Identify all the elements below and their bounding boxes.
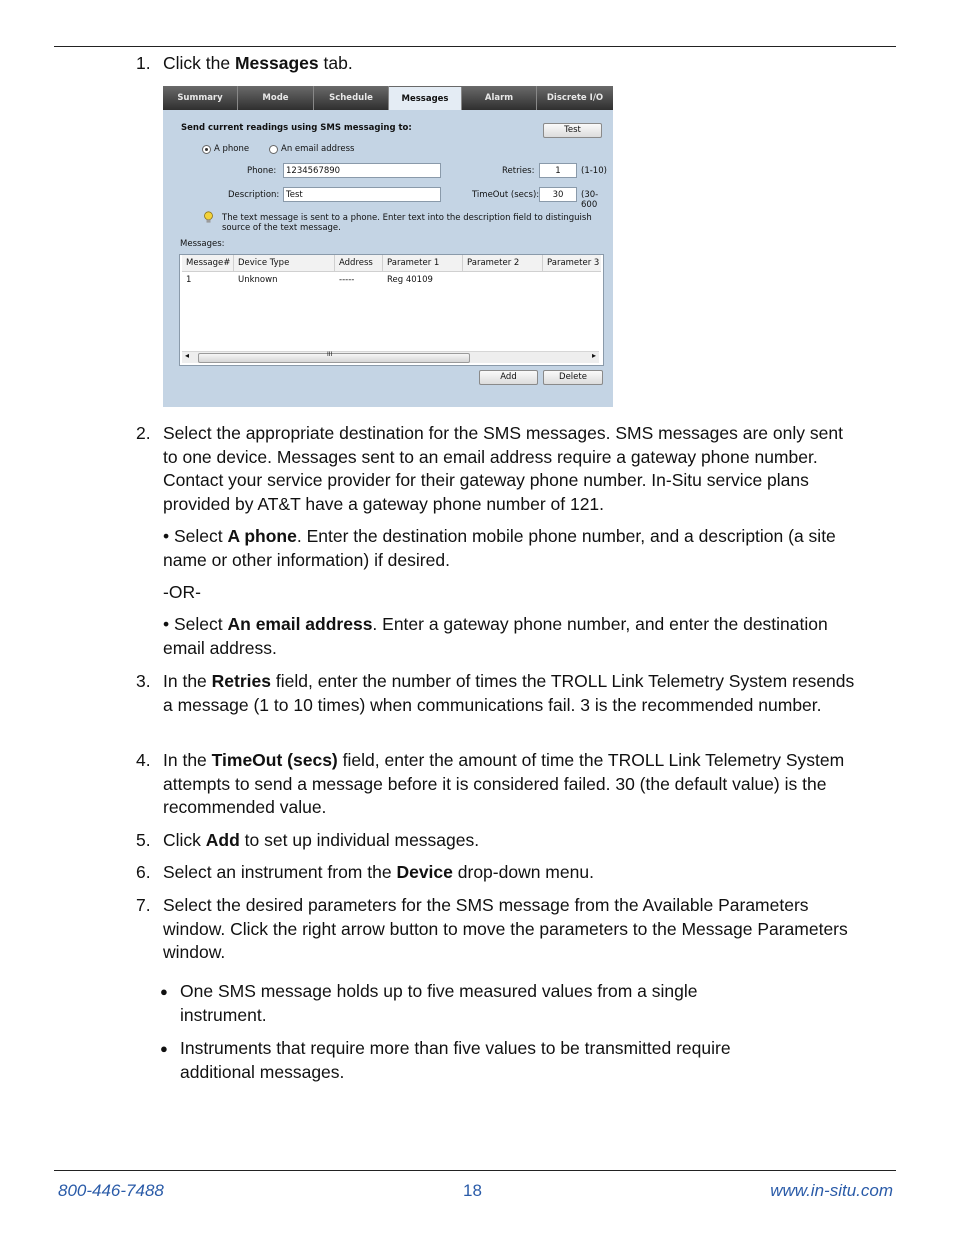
step-number: 1.: [136, 53, 151, 73]
tab-schedule[interactable]: Schedule: [314, 86, 389, 110]
cell-address[interactable]: -----: [339, 275, 355, 285]
option-phone: [163, 525, 863, 572]
retries-range: (1-10): [581, 166, 607, 176]
step-number: 6.: [136, 862, 151, 882]
bullet-dot-icon: ●: [160, 984, 168, 999]
footer-rule: [54, 1170, 896, 1171]
or-separator: -OR-: [163, 582, 201, 602]
add-button[interactable]: Add: [479, 370, 538, 385]
description-label: Description:: [228, 190, 280, 200]
step-text: field, enter the number of times the TROLL Link Telemetry System resends a message (1 to 10 times) when communications fail. 3 is the recommended number.: [163, 671, 855, 715]
cell-parameter-1[interactable]: Reg 40109: [387, 275, 433, 285]
step-text: Select an instrument from the: [163, 862, 397, 882]
step-number: 3.: [136, 671, 151, 691]
lightbulb-icon: [203, 211, 214, 224]
tab-messages[interactable]: Messages: [389, 87, 462, 110]
bullet-text: One SMS message holds up to five measured values from a single instrument.: [180, 981, 698, 1025]
sms-heading: Send current readings using SMS messaging to:: [181, 123, 412, 133]
scroll-right-icon[interactable]: ▸: [591, 351, 596, 360]
para-text: • Select: [163, 526, 228, 546]
tab-discrete-io[interactable]: Discrete I/O: [546, 93, 604, 103]
step-text: In the: [163, 750, 212, 770]
col-header[interactable]: Parameter 3: [543, 255, 601, 272]
step-bold: Messages: [234, 53, 319, 73]
timeout-label: TimeOut (secs):: [472, 190, 540, 200]
footer-url[interactable]: www.in-situ.com: [770, 1181, 893, 1200]
radio-phone-label: A phone: [214, 144, 250, 154]
header-rule: [54, 46, 896, 47]
radio-email[interactable]: [269, 145, 278, 154]
retries-input[interactable]: 1: [539, 163, 577, 178]
para-bold: A phone: [227, 526, 297, 546]
col-header[interactable]: Message#: [182, 255, 234, 272]
step-text: In the: [163, 671, 212, 691]
step-text: Click the: [163, 53, 235, 73]
step-bold: Device: [396, 862, 453, 882]
step-text: field, enter the amount of time the TROLL Link Telemetry System attempts to send a message before it is considered failed. 30 (the default value) is the recommended value.: [163, 750, 845, 817]
bullet-text: Instruments that require more than five values to be transmitted require additional messages.: [180, 1038, 731, 1082]
cell-device-type[interactable]: Unknown: [238, 275, 278, 285]
step-text: Select the appropriate destination for the SMS messages. SMS messages are only sent to one device. Messages sent to an email address require a gateway phone number. Contact your service provider for their gateway phone number. In-Situ service plans provided by AT&T have a gateway phone number of 121.: [163, 423, 843, 514]
bullet-item: [160, 1037, 780, 1084]
tab-alarm[interactable]: Alarm: [462, 86, 537, 110]
step-7: [136, 894, 856, 965]
option-email: [163, 613, 863, 660]
timeout-range: (30-600: [581, 190, 599, 210]
para-bold: An email address: [227, 614, 373, 634]
tab-mode[interactable]: Mode: [238, 86, 314, 110]
bullet-item: [160, 980, 780, 1027]
col-header[interactable]: Address: [335, 255, 383, 272]
step-number: 2.: [136, 423, 151, 443]
footer-page-number: 18: [463, 1181, 482, 1200]
step-6: [136, 861, 856, 885]
messages-label: Messages:: [180, 239, 225, 249]
tab-bar: [163, 86, 613, 110]
phone-input[interactable]: 1234567890: [283, 163, 441, 178]
description-input[interactable]: Test: [283, 187, 441, 202]
tab-summary[interactable]: Summary: [163, 86, 238, 110]
step-4: [136, 749, 856, 820]
footer-phone: 800-446-7488: [58, 1181, 164, 1200]
messages-tab-screenshot: [163, 86, 613, 407]
test-button[interactable]: Test: [543, 123, 602, 138]
step-text: Select the desired parameters for the SMS message from the Available Parameters window. Click the right arrow button to move the parameters to the Message Parameters window.: [163, 895, 848, 962]
scroll-grip-icon: III: [327, 351, 333, 358]
scroll-thumb[interactable]: [198, 353, 470, 363]
bullet-dot-icon: ●: [160, 1041, 168, 1056]
delete-button[interactable]: Delete: [543, 370, 603, 385]
step-bold: Retries: [211, 671, 271, 691]
horizontal-scrollbar[interactable]: [182, 351, 599, 363]
step-text: drop-down menu.: [452, 862, 594, 882]
col-header[interactable]: Parameter 2: [463, 255, 543, 272]
step-1: [136, 52, 856, 76]
step-number: 4.: [136, 750, 151, 770]
hint-text: The text message is sent to a phone. Enter text into the description field to distinguish source of the text message.: [222, 213, 592, 233]
col-header[interactable]: Device Type: [234, 255, 335, 272]
timeout-input[interactable]: 30: [539, 187, 577, 202]
step-bold: TimeOut (secs): [211, 750, 338, 770]
para-text: . Enter the destination mobile phone number, and a description (a site name or other information) if desired.: [163, 526, 836, 570]
step-text: tab.: [318, 53, 353, 73]
radio-phone[interactable]: [202, 145, 211, 154]
scroll-left-icon[interactable]: ◂: [185, 351, 190, 360]
step-2: [136, 422, 856, 516]
step-5: [136, 829, 856, 853]
step-number: 5.: [136, 830, 151, 850]
step-text: Click: [163, 830, 206, 850]
radio-email-label: An email address: [281, 144, 355, 154]
para-text: . Enter a gateway phone number, and enter the destination email address.: [163, 614, 828, 658]
retries-label: Retries:: [502, 166, 535, 176]
phone-label: Phone:: [247, 166, 277, 176]
cell-message-number[interactable]: 1: [186, 275, 192, 285]
step-3: [136, 670, 856, 717]
col-header[interactable]: Parameter 1: [383, 255, 463, 272]
para-text: • Select: [163, 614, 228, 634]
messages-table[interactable]: [179, 254, 604, 366]
step-bold: Add: [205, 830, 240, 850]
step-number: 7.: [136, 895, 151, 915]
step-text: to set up individual messages.: [239, 830, 480, 850]
